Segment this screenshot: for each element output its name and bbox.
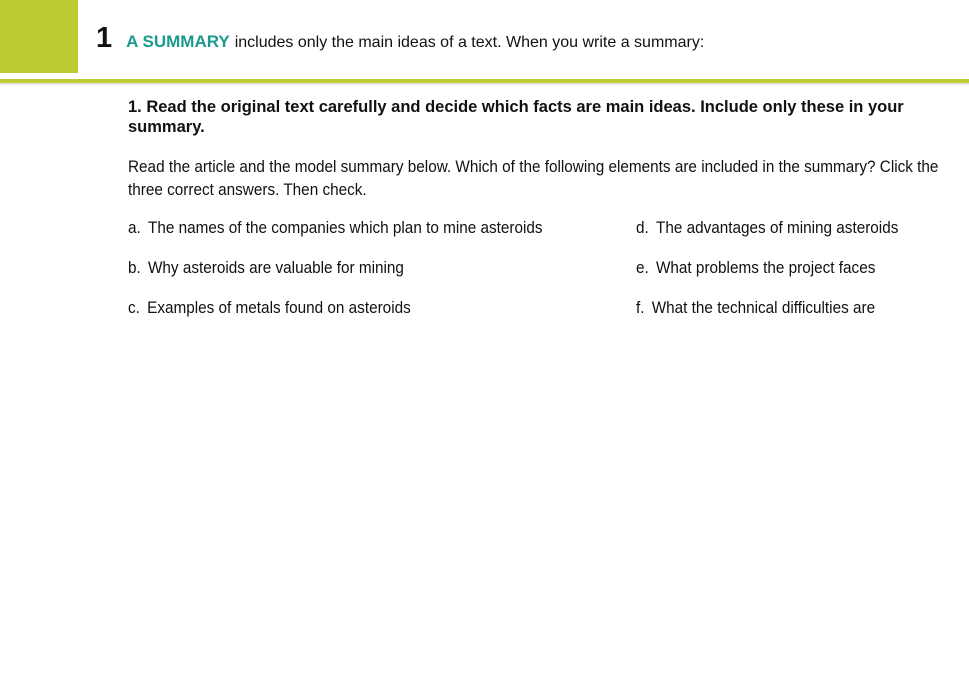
option-d[interactable] [636, 217, 898, 239]
option-letter: e. [636, 258, 649, 277]
option-a[interactable] [128, 217, 543, 239]
option-e[interactable] [636, 257, 875, 279]
option-text: Why asteroids are valuable for mining [147, 258, 404, 277]
option-text: Examples of metals found on asteroids [147, 298, 411, 317]
section-header [96, 22, 704, 55]
option-text: What problems the project faces [655, 258, 876, 277]
option-letter: b. [128, 258, 141, 277]
option-letter: c. [128, 298, 140, 317]
option-letter: a. [128, 218, 141, 237]
option-text: The advantages of mining asteroids [655, 218, 899, 237]
instruction-regular: Read the article and the model summary below. Which of the following elements are included in the summary? Click the three correct answers. Then check. [128, 157, 939, 199]
instruction-bold: 1. Read the original text carefully and decide which facts are main ideas. Include only these in your summary. [128, 98, 904, 136]
header-corner-block [0, 0, 78, 73]
header-keyword: A SUMMARY [126, 32, 230, 51]
option-b[interactable] [128, 257, 404, 279]
option-text: What the technical difficulties are [651, 298, 876, 317]
header-divider-shadow [0, 83, 969, 86]
step-number: 1 [96, 22, 113, 54]
header-text: includes only the main ideas of a text. When you write a summary: [234, 34, 705, 51]
option-letter: d. [636, 218, 649, 237]
option-f[interactable] [636, 297, 875, 319]
option-c[interactable] [128, 297, 411, 319]
option-letter: f. [636, 298, 645, 317]
option-text: The names of the companies which plan to mine asteroids [147, 218, 543, 237]
